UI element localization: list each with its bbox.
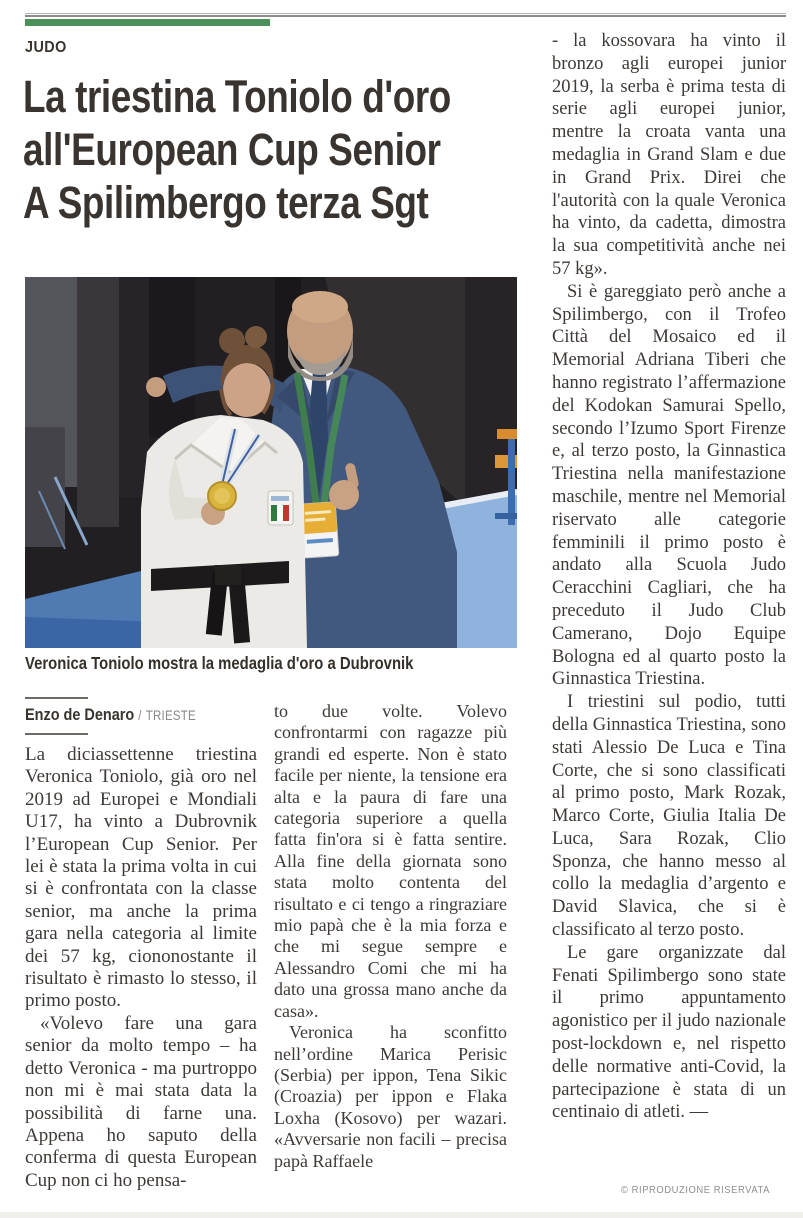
headline-line-2: all'European Cup Senior — [23, 124, 441, 175]
italy-badge — [268, 491, 293, 525]
byline-rule-bottom — [25, 733, 88, 735]
paragraph: I triestini sul podio, tutti della Ginnastica Triestina, sono stati Alessio De Luca e Tina Corte, che si sono classificati al primo posto, Mark Rozak, Marco Corte, Giulia Italia De Luca, Sara Rozak, Clio Sponza, che hanno messo al collo la medaglia d’argento e David Slavica, che si è classificato al terzo posto. — [552, 692, 786, 941]
paragraph: Veronica ha sconfitto nell’ordine Marica Perisic (Serbia) per ippon, Tena Sikic (Croazia) per ippon e Flaka Loxha (Kosovo) per wazari. «Avversarie non facili – precisa papà Raffaele — [274, 1022, 507, 1171]
photo-caption-text: Veronica Toniolo mostra la medaglia d'oro a Dubrovnik — [25, 653, 414, 673]
article-headline — [23, 70, 545, 229]
byline-location: TRIESTE — [145, 708, 196, 723]
copyright-notice-text: © RIPRODUZIONE RISERVATA — [620, 1184, 770, 1196]
photo-caption — [25, 653, 482, 674]
byline — [25, 705, 226, 725]
section-kicker-label: JUDO — [25, 39, 67, 56]
headline-line-3: A Spilimbergo terza Sgt — [23, 177, 429, 228]
paragraph: - la kossovara ha vinto il bronzo agli europei junior 2019, la serba è prima testa di serie agli europei junior, mentre la croata vanta una medaglia in Grand Slam e due in Grand Prix. Direi che l'autorità con la quale Veronica ha vinto, da cadetta, dimostra la sua competitività anche nei 57 kg». — [552, 31, 786, 279]
paragraph: to due volte. Volevo confrontarmi con ragazze più grandi ed esperte. Non è stato facile per niente, la tensione era alta e la paura di fare una categoria superiore a quella fatta fin'ora si è fatta sentire. Alla fine della giornata sono stata molto contenta del risultato e ci tengo a ringraziare mio papà che è la mia forza e che mi segue sempre e Alessandro Comi che mi ha dato una grossa mano anche da casa». — [274, 701, 507, 1021]
section-accent-bar — [25, 19, 270, 26]
paragraph: «Volevo fare una gara senior da molto tempo – ha detto Veronica - ma purtroppo non mi è mai stata data la possibilità di farne una. Appena ho saputo della conferma di questa European Cup non ci ho pensa- — [25, 1012, 257, 1191]
headline-line-1: La triestina Toniolo d'oro — [23, 71, 451, 122]
body-column-2 — [274, 701, 507, 1218]
page-bottom-edge — [0, 1212, 803, 1218]
paragraph: Si è gareggiato però anche a Spilimbergo, con il Trofeo Città del Mosaico ed il Memorial Adriana Tiberi che hanno registrato l’affermazione del Kodokan Samurai Spello, secondo l’Izumo Sport Firenze e, al terzo posto, la Ginnastica Triestina nella manifestazione maschile, mentre nel Memorial riservato alle categorie femminili il primo posto è andato alla Scuola Judo Ceracchini Cagliari, che ha preceduto il Judo Club Camerano, Dojo Equipe Bologna ed al quarto posto la Ginnastica Triestina. — [552, 281, 786, 690]
photo-illustration — [25, 277, 517, 648]
copyright-notice — [621, 1184, 786, 1196]
paragraph: Le gare organizzate dal Fenati Spilimbergo sono state il primo appuntamento agonistico per il judo nazionale post-lockdown e, nel rispetto delle normative anti-Covid, la partecipazione è stata di un centinaio di atleti. — — [552, 942, 786, 1123]
article-photo — [25, 277, 517, 648]
section-kicker — [25, 39, 71, 57]
byline-author: Enzo de Denaro — [25, 705, 135, 724]
byline-separator: / — [138, 708, 142, 723]
byline-rule-top — [25, 697, 88, 699]
top-rule — [25, 13, 786, 15]
paragraph: La diciassettenne triestina Veronica Toniolo, già oro nel 2019 ad Europei e Mondiali U17, ha vinto a Dubrovnik l’European Cup Senior. Per lei è stata la prima volta in cui si è confrontata con la classe senior, ma anche la prima gara nella categoria al limite dei 57 kg, ciononostante il risultato è rimasto lo stesso, il primo posto. — [25, 744, 257, 1012]
body-column-1 — [25, 744, 257, 1218]
body-column-3 — [552, 30, 786, 1178]
